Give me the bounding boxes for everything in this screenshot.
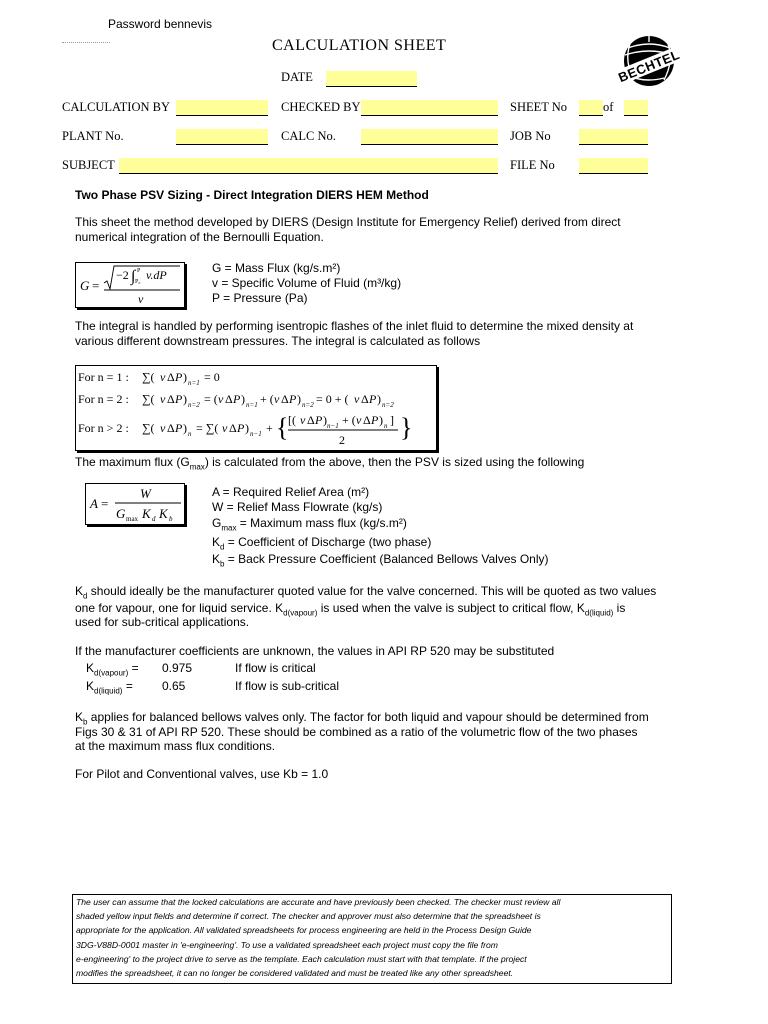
checked-by-field[interactable]	[361, 100, 498, 116]
svg-text:Δ: Δ	[307, 413, 315, 427]
checked-by-label: CHECKED BY	[281, 100, 361, 114]
kb-para-line-2: Figs 30 & 31 of API RP 520. These should be combined as a ratio of the volumetric flow of the two phases	[75, 725, 638, 739]
svg-text:P: P	[233, 392, 241, 406]
page-title: CALCULATION SHEET	[272, 37, 447, 54]
area-equation	[85, 483, 185, 525]
mass-flux-equation	[75, 262, 185, 308]
subject-label: SUBJECT	[62, 158, 115, 172]
def-a: A = Required Relief Area (m²)	[212, 485, 370, 499]
svg-text:n=1: n=1	[246, 401, 258, 409]
pilot-line: For Pilot and Conventional valves, use Kb = 1.0	[75, 767, 329, 781]
svg-text:v: v	[138, 292, 144, 306]
svg-text:): )	[183, 392, 187, 406]
svg-text:+: +	[266, 421, 273, 435]
svg-text:P: P	[175, 421, 183, 435]
svg-text:= (: = (	[204, 392, 218, 406]
def-g: G = Mass Flux (kg/s.m²)	[212, 261, 341, 275]
kd-vapour-condition: If flow is critical	[235, 661, 316, 675]
svg-text:P: P	[371, 413, 379, 427]
eq-label-n3: For n > 2 :	[78, 421, 129, 435]
svg-text:Δ: Δ	[167, 421, 175, 435]
file-no-field[interactable]	[579, 158, 648, 174]
eq-label-n2: For n = 2 :	[78, 392, 129, 406]
kd-para-line-1: $K_d$ should ideally be the manufacturer quoted value for the valve concerned. This will be quoted as two values	[75, 584, 657, 601]
svg-text:n=2: n=2	[302, 401, 314, 409]
svg-text:n−1: n−1	[327, 422, 339, 430]
svg-text:): )	[297, 392, 301, 406]
svg-text:v: v	[274, 392, 280, 406]
svg-text:+ (: + (	[260, 392, 274, 406]
svg-text:∫: ∫	[131, 268, 136, 285]
def-kb: $K_b$ = Back Pressure Coefficient (Balanced Bellows Valves Only)	[212, 552, 549, 569]
svg-text:[(: [(	[288, 413, 296, 427]
api-line: If the manufacturer coefficients are unknown, the values in API RP 520 may be substituted	[75, 644, 555, 658]
svg-text:Δ: Δ	[363, 413, 371, 427]
kd-liquid-condition: If flow is sub-critical	[235, 679, 340, 693]
svg-text:v: v	[160, 392, 166, 406]
note-line: e-engineering' to the project drive to serve as the template. Each calculation must start with that template. If the project	[76, 953, 527, 964]
svg-text:2: 2	[339, 433, 345, 447]
svg-text:= 0: = 0	[204, 370, 220, 384]
def-w: W = Relief Mass Flowrate (kg/s)	[212, 500, 383, 514]
calc-no-field[interactable]	[361, 129, 498, 145]
svg-text:v: v	[160, 421, 166, 435]
svg-text:n−1: n−1	[250, 430, 262, 438]
svg-text:): )	[323, 413, 327, 427]
svg-text:=: =	[92, 278, 100, 293]
def-p: P = Pressure (Pa)	[212, 291, 308, 305]
svg-text:}: }	[400, 413, 413, 442]
svg-text:{: {	[276, 413, 289, 442]
plant-no-field[interactable]	[176, 129, 268, 145]
job-no-label: JOB No	[510, 129, 551, 143]
kd-liquid-value: 0.65	[162, 679, 186, 693]
svg-text:W: W	[140, 486, 151, 501]
calc-no-label: CALC No.	[281, 129, 336, 143]
sheet-no-label: SHEET No	[510, 100, 568, 114]
svg-text:): )	[183, 370, 187, 384]
file-no-label: FILE No	[510, 158, 555, 172]
svg-text:P: P	[315, 413, 323, 427]
svg-text:∑(: ∑(	[142, 370, 155, 384]
svg-text:K: K	[142, 506, 151, 521]
svg-text:∑(: ∑(	[142, 392, 155, 406]
svg-text:P: P	[369, 392, 377, 406]
svg-text:P: P	[175, 392, 183, 406]
svg-text:= ∑(: = ∑(	[196, 421, 219, 435]
svg-text:): )	[183, 421, 187, 435]
bechtel-logo	[614, 34, 684, 92]
svg-text:b: b	[169, 515, 173, 523]
job-no-field[interactable]	[579, 129, 648, 145]
section-heading: Two Phase PSV Sizing - Direct Integration DIERS HEM Method	[75, 188, 429, 202]
bechtel-globe-logo-icon	[614, 34, 684, 92]
intro-line-2: numerical integration of the Bernoulli Equation.	[75, 230, 324, 244]
svg-text:Δ: Δ	[361, 392, 369, 406]
kb-para-line-1: $K_b$ applies for balanced bellows valves only. The factor for both liquid and vapour should be determined from	[75, 710, 649, 727]
svg-text:n: n	[188, 430, 192, 438]
note-line: The user can assume that the locked calculations are accurate and have previously been checked. The checker must review all	[76, 897, 561, 907]
svg-text:A: A	[90, 496, 98, 511]
eq-label-n1: For n = 1 :	[78, 370, 129, 384]
svg-text:v: v	[222, 421, 228, 435]
svg-text:v: v	[160, 370, 166, 384]
calc-by-field[interactable]	[176, 100, 268, 116]
svg-text:−2: −2	[116, 268, 129, 282]
max-flux-line: The maximum flux $(G_{max})$ is calculated from the above, then the PSV is sized using the following	[75, 455, 585, 472]
svg-text:n=1: n=1	[188, 379, 200, 387]
header-dotted-mark	[62, 42, 110, 43]
kd-liquid-label: $K_{d(liquid)}$ =	[86, 679, 133, 696]
svg-text:v: v	[300, 413, 306, 427]
svg-text:=: =	[101, 496, 109, 511]
note-line: appropriate for the application. All validated spreadsheets for process engineering are held in the Process Design Guide	[76, 925, 532, 936]
svg-text:): )	[245, 421, 249, 435]
date-label: DATE	[281, 70, 313, 84]
def-gmax: $G_{max}$ = Maximum mass flux (kg/s.m²)	[212, 516, 407, 533]
summation-equations	[75, 365, 437, 451]
svg-text:P₀: P₀	[135, 279, 141, 285]
kd-para-line-3: used for sub-critical applications.	[75, 615, 250, 629]
svg-text:∑(: ∑(	[142, 421, 155, 435]
note-line: 3DG-V88D-0001 master in 'e-engineering'. To use a validated spreadsheet each project must copy the file from	[76, 939, 498, 950]
svg-text:= 0 + (: = 0 + (	[316, 392, 349, 406]
def-kd: $K_d$ = Coefficient of Discharge (two phase)	[212, 535, 432, 552]
svg-text:v.dP: v.dP	[146, 268, 167, 282]
note-line: shaded yellow input fields and determine if correct. The checker and approver must also determine that the spreadsheet is	[76, 911, 541, 922]
svg-text:n=2: n=2	[382, 401, 394, 409]
sheet-no-field[interactable]	[579, 100, 603, 116]
calc-by-label: CALCULATION BY	[62, 100, 170, 114]
svg-text:P: P	[175, 370, 183, 384]
svg-text:+ (: + (	[342, 413, 356, 427]
subject-field[interactable]	[119, 158, 498, 174]
of-label: of	[603, 100, 614, 114]
svg-text:Δ: Δ	[281, 392, 289, 406]
logo-text: BECHTEL	[616, 46, 682, 86]
intro-line-1: This sheet the method developed by DIERS (Design Institute for Emergency Relief) derived from direct	[75, 215, 621, 229]
svg-text:): )	[241, 392, 245, 406]
integral-line-1: The integral is handled by performing isentropic flashes of the inlet fluid to determine the mixed density at	[75, 319, 634, 333]
svg-text:): )	[377, 392, 381, 406]
password-note: Password bennevis	[108, 17, 213, 31]
def-v: v = Specific Volume of Fluid (m³/kg)	[212, 276, 402, 290]
validation-note-box	[72, 894, 672, 984]
svg-text:G: G	[116, 506, 126, 521]
integral-line-2: various different downstream pressures. The integral is calculated as follows	[75, 334, 481, 348]
svg-text:K: K	[159, 506, 168, 521]
kd-para-line-2: one for vapour, one for liquid service. $K_{d(vapour)}$ is used when the valve is subject to critical flow, $K_{d(liquid)}$ is	[75, 601, 626, 618]
svg-text:P: P	[237, 421, 245, 435]
svg-text:Δ: Δ	[167, 392, 175, 406]
svg-text:n=2: n=2	[188, 401, 200, 409]
kd-vapour-value: 0.975	[162, 661, 193, 675]
svg-text:Δ: Δ	[225, 392, 233, 406]
kd-vapour-label: $K_{d(vapour)}$ =	[86, 661, 139, 678]
svg-text:): )	[379, 413, 383, 427]
svg-text:G: G	[80, 278, 90, 293]
svg-text:P: P	[137, 268, 141, 274]
note-line: modifies the spreadsheet, it can no longer be considered validated and must be treated like any other spreadsheet.	[76, 968, 514, 979]
svg-text:v: v	[354, 392, 360, 406]
svg-text:v: v	[356, 413, 362, 427]
svg-text:Δ: Δ	[229, 421, 237, 435]
sheet-total-field[interactable]	[624, 100, 648, 116]
svg-text:]: ]	[390, 413, 394, 427]
svg-text:v: v	[218, 392, 224, 406]
kb-para-line-3: at the maximum mass flux conditions.	[75, 739, 276, 753]
svg-text:P: P	[289, 392, 297, 406]
svg-text:n: n	[384, 422, 388, 430]
svg-text:Δ: Δ	[167, 370, 175, 384]
plant-no-label: PLANT No.	[62, 129, 124, 143]
date-field[interactable]	[326, 71, 417, 87]
svg-text:max: max	[126, 515, 139, 523]
svg-text:d: d	[152, 515, 156, 523]
